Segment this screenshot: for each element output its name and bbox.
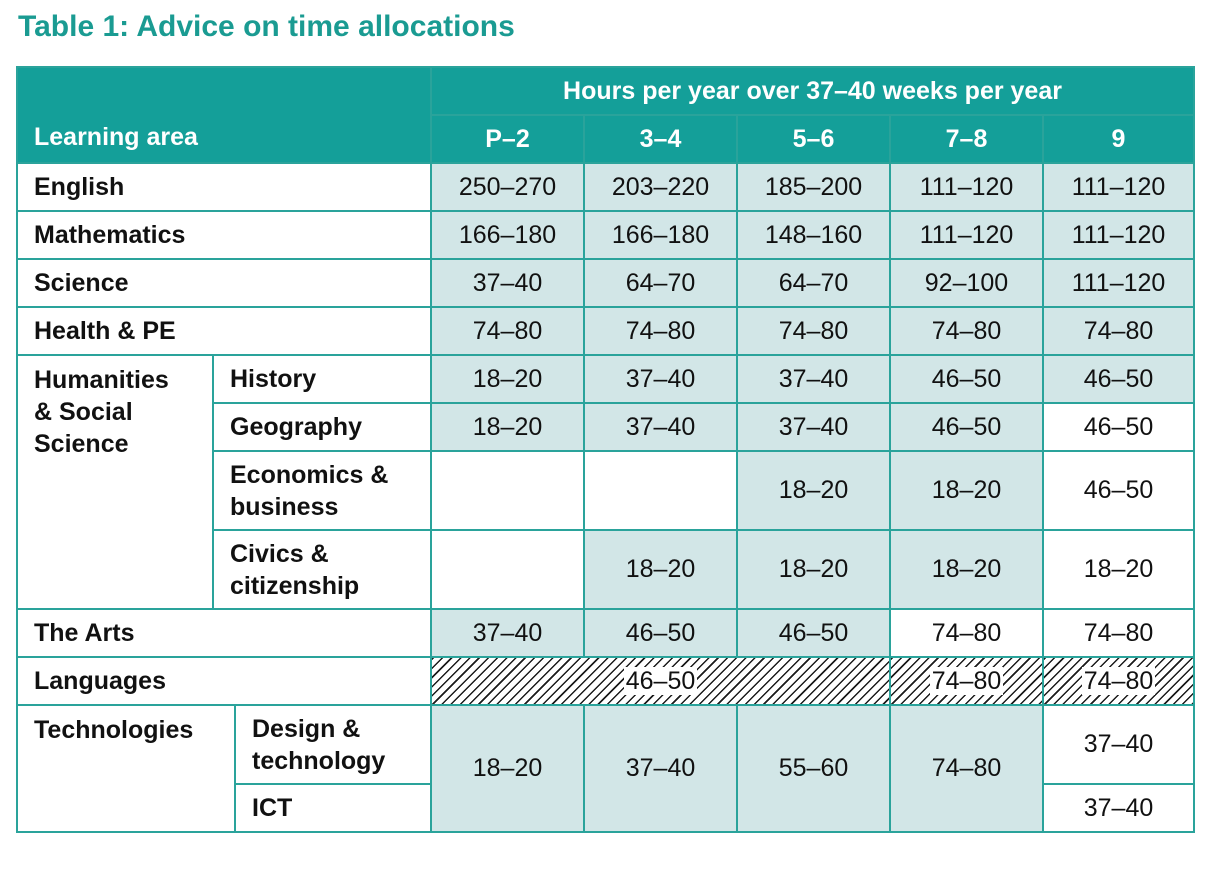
learning-area-heading: Learning area	[34, 123, 198, 151]
table-row	[17, 705, 1194, 784]
cell-value: 37–40	[584, 403, 737, 451]
cell-value: 74–80	[737, 307, 890, 355]
cell-value: 18–20	[890, 530, 1043, 609]
cell-value: 166–180	[431, 211, 584, 259]
cell-value: 74–80	[931, 666, 1002, 695]
cell-value: 18–20	[431, 355, 584, 403]
cell-value: 74–80	[890, 705, 1043, 832]
row-label-science: Science	[17, 259, 431, 307]
row-label-mathematics: Mathematics	[17, 211, 431, 259]
cell-value: 37–40	[1043, 705, 1194, 784]
group-label-line: Science	[34, 430, 129, 458]
cell-value: 74–80	[1043, 307, 1194, 355]
row-label-health-pe: Health & PE	[17, 307, 431, 355]
table-title: Table 1: Advice on time allocations	[18, 10, 515, 43]
header-hours-span: Hours per year over 37–40 weeks per year	[431, 67, 1194, 115]
row-group-humanities	[17, 355, 213, 609]
cell-value: 46–50	[890, 355, 1043, 403]
cell-empty	[431, 530, 584, 609]
table-row	[17, 259, 1194, 307]
table-row	[17, 609, 1194, 657]
column-header-5-6: 5–6	[737, 115, 890, 163]
cell-value: 111–120	[1043, 163, 1194, 211]
cell-value: 18–20	[431, 705, 584, 832]
cell-value: 111–120	[890, 211, 1043, 259]
cell-value: 18–20	[890, 451, 1043, 530]
cell-value: 46–50	[890, 403, 1043, 451]
row-label-economics	[213, 451, 431, 530]
cell-value: 74–80	[584, 307, 737, 355]
cell-value: 37–40	[584, 705, 737, 832]
cell-value: 18–20	[737, 530, 890, 609]
label-line: Economics &	[230, 460, 389, 489]
column-header-9: 9	[1043, 115, 1194, 163]
row-label-design-technology	[235, 705, 431, 784]
label-line: business	[230, 492, 339, 521]
cell-value: 74–80	[1043, 609, 1194, 657]
cell-value: 64–70	[584, 259, 737, 307]
hatched-cell	[431, 657, 890, 705]
cell-empty	[584, 451, 737, 530]
label-line: Design &	[252, 714, 361, 743]
cell-value: 64–70	[737, 259, 890, 307]
cell-value: 46–50	[625, 666, 696, 695]
row-label-the-arts: The Arts	[17, 609, 431, 657]
cell-value: 37–40	[584, 355, 737, 403]
cell-value: 250–270	[431, 163, 584, 211]
cell-value: 46–50	[584, 609, 737, 657]
table-row	[17, 211, 1194, 259]
row-label-geography: Geography	[213, 403, 431, 451]
column-header-p2: P–2	[431, 115, 584, 163]
cell-value: 46–50	[1043, 451, 1194, 530]
cell-value: 37–40	[1043, 784, 1194, 832]
cell-value: 74–80	[890, 307, 1043, 355]
row-label-ict: ICT	[235, 784, 431, 832]
cell-value: 74–80	[1083, 666, 1154, 695]
cell-value: 111–120	[890, 163, 1043, 211]
cell-value: 18–20	[431, 403, 584, 451]
label-line: Civics &	[230, 539, 329, 568]
cell-value: 74–80	[431, 307, 584, 355]
cell-value: 46–50	[737, 609, 890, 657]
row-label-languages: Languages	[17, 657, 431, 705]
column-header-3-4: 3–4	[584, 115, 737, 163]
cell-value: 185–200	[737, 163, 890, 211]
label-line: technology	[252, 746, 386, 775]
cell-value: 203–220	[584, 163, 737, 211]
column-header-7-8: 7–8	[890, 115, 1043, 163]
table-row	[17, 355, 1194, 403]
cell-empty	[431, 451, 584, 530]
cell-value: 37–40	[737, 403, 890, 451]
cell-value: 37–40	[431, 609, 584, 657]
cell-value: 18–20	[584, 530, 737, 609]
cell-value: 37–40	[431, 259, 584, 307]
table-row	[17, 307, 1194, 355]
hatched-cell	[1043, 657, 1194, 705]
cell-value: 148–160	[737, 211, 890, 259]
header-learning-area	[17, 67, 431, 163]
label-line: citizenship	[230, 571, 360, 600]
row-label-history: History	[213, 355, 431, 403]
cell-value: 111–120	[1043, 259, 1194, 307]
cell-value: 18–20	[737, 451, 890, 530]
cell-value: 46–50	[1043, 403, 1194, 451]
table-row	[17, 657, 1194, 705]
row-group-technologies: Technologies	[17, 705, 235, 832]
time-allocation-table	[16, 66, 1195, 833]
hatched-cell	[890, 657, 1043, 705]
cell-value: 111–120	[1043, 211, 1194, 259]
group-label-line: Humanities	[34, 366, 169, 394]
row-label-civics	[213, 530, 431, 609]
cell-value: 92–100	[890, 259, 1043, 307]
cell-value: 74–80	[890, 609, 1043, 657]
cell-value: 166–180	[584, 211, 737, 259]
cell-value: 46–50	[1043, 355, 1194, 403]
group-label-line: & Social	[34, 398, 133, 426]
table-row	[17, 163, 1194, 211]
cell-value: 55–60	[737, 705, 890, 832]
cell-value: 37–40	[737, 355, 890, 403]
cell-value: 18–20	[1043, 530, 1194, 609]
row-label-english: English	[17, 163, 431, 211]
